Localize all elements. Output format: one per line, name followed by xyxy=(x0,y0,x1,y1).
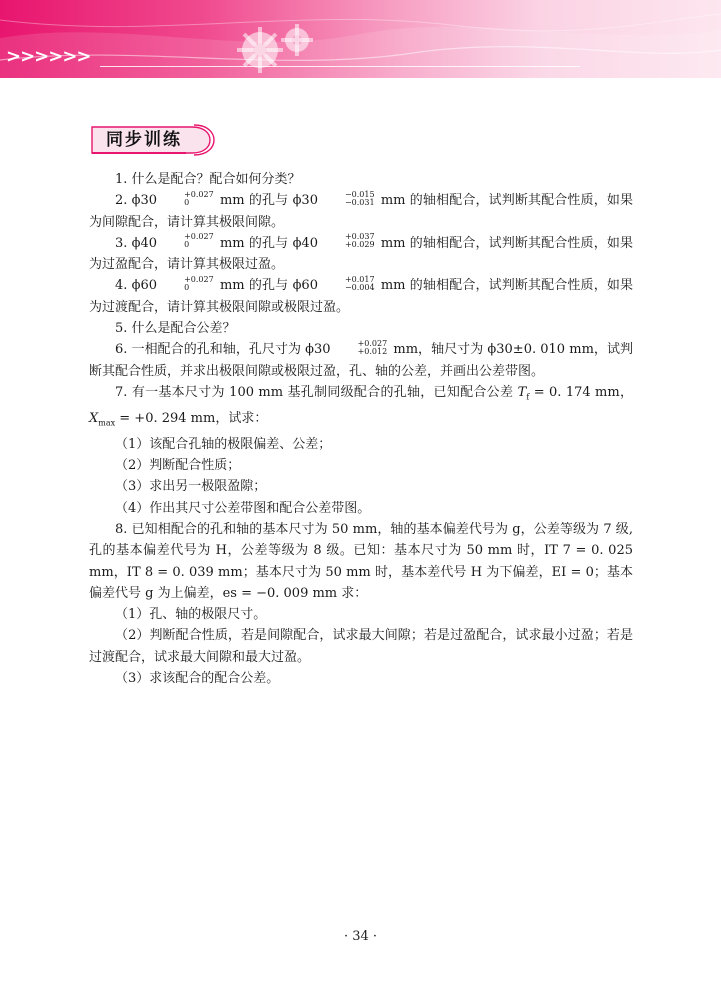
chevron-decoration: >>>>>> xyxy=(6,46,91,67)
question-7-sub-3: （3）求出另一极限盈隙； xyxy=(115,479,267,495)
section-title: 同步训练 xyxy=(106,130,182,150)
question-8-sub-2: （2）判断配合性质，若是间隙配合，试求最大间隙；若是过盈配合，试求最小过盈；若是过渡配合，试求最大间隙和最大过盈。 xyxy=(89,628,633,665)
question-1: 1. 什么是配合？配合如何分类？ xyxy=(115,172,301,187)
q4-shaft-tolerance: +0.017 −0.004 xyxy=(344,274,375,292)
q2-text-a: 2. ϕ30 xyxy=(115,193,158,209)
q2-text-b: mm 的孔与 ϕ30 xyxy=(215,193,318,209)
q3-hole-tolerance: +0.027 0 xyxy=(184,232,214,250)
question-2 xyxy=(89,190,633,233)
question-7-sub-2: （2）判断配合性质； xyxy=(115,458,241,474)
gear-icon xyxy=(225,18,335,78)
header-rule xyxy=(100,66,580,67)
q6-text-b: mm，轴尺寸为 ϕ30±0. 010 mm，试判断其配合性质，并求出极限间隙或极限过盈，孔、轴的公差，并画出公差带图。 xyxy=(89,342,633,379)
q3-text-a: 3. ϕ40 xyxy=(115,235,158,251)
q7-tf-subscript: f xyxy=(526,392,530,402)
q7-text-a: 7. 有一基本尺寸为 100 mm 基孔制同级配合的孔轴，已知配合公差 xyxy=(115,384,518,400)
question-5: 5. 什么是配合公差？ xyxy=(115,321,236,337)
q2-text-c: mm 的轴相配合，试判断其配合性质，如果为间隙配合，请计算其极限间隙。 xyxy=(89,193,633,230)
question-3 xyxy=(89,233,633,276)
q4-text-a: 4. ϕ60 xyxy=(115,278,158,294)
question-8-sub-1: （1）孔、轴的极限尺寸。 xyxy=(115,607,267,623)
q4-text-b: mm 的孔与 ϕ60 xyxy=(215,278,318,294)
q4-text-c: mm 的轴相配合，试判断其配合性质，如果为过渡配合，请计算其极限间隙或极限过盈。 xyxy=(89,278,633,315)
q3-shaft-tolerance: +0.037 +0.029 xyxy=(344,232,375,250)
question-4 xyxy=(89,275,633,318)
question-8-sub-3: （3）求该配合的配合公差。 xyxy=(115,671,280,687)
question-7-sub-4: （4）作出其尺寸公差带图和配合公差带图。 xyxy=(115,500,371,516)
section-title-badge xyxy=(88,123,216,157)
exercise-list xyxy=(89,169,633,689)
q3-text-c: mm 的轴相配合，试判断其配合性质，如果为过盈配合，请计算其极限过盈。 xyxy=(89,235,633,273)
q7-x-subscript: max xyxy=(98,418,116,428)
page-number: · 34 · xyxy=(343,929,378,944)
q6-text-a: 6. 一相配合的孔和轴，孔尺寸为 ϕ30 xyxy=(115,342,331,358)
question-8: 8. 已知相配合的孔和轴的基本尺寸为 50 mm，轴的基本偏差代号为 g，公差等级为 7 级,孔的基本偏差代号为 H，公差等级为 8 级。已知：基本尺寸为 50 mm 时，IT 7 = 0. 025 mm，IT 8 = 0. 039 mm；基本尺寸为 50 mm 时，基本差代号 H 为下偏差，EI = 0；基本偏差代号 g 为上偏差，es = −0. 009 mm 求： xyxy=(89,521,633,601)
question-7 xyxy=(89,382,633,434)
question-6 xyxy=(89,339,633,382)
q3-text-b: mm 的孔与 ϕ40 xyxy=(215,235,318,251)
q7-tf-symbol: T xyxy=(517,384,527,400)
q2-shaft-tolerance: −0.015 −0.031 xyxy=(344,189,375,207)
header-band xyxy=(0,0,721,78)
q4-hole-tolerance: +0.027 0 xyxy=(184,274,214,292)
q7-text-b: = 0. 174 mm， xyxy=(529,384,633,400)
question-7-sub-1: （1）该配合孔轴的极限偏差、公差； xyxy=(115,436,332,452)
q6-hole-tolerance: +0.027 +0.012 xyxy=(357,338,388,356)
q2-hole-tolerance: +0.027 0 xyxy=(184,189,214,207)
q7-text-c: = +0. 294 mm，试求： xyxy=(115,410,268,426)
q7-x-symbol: X xyxy=(89,410,99,426)
